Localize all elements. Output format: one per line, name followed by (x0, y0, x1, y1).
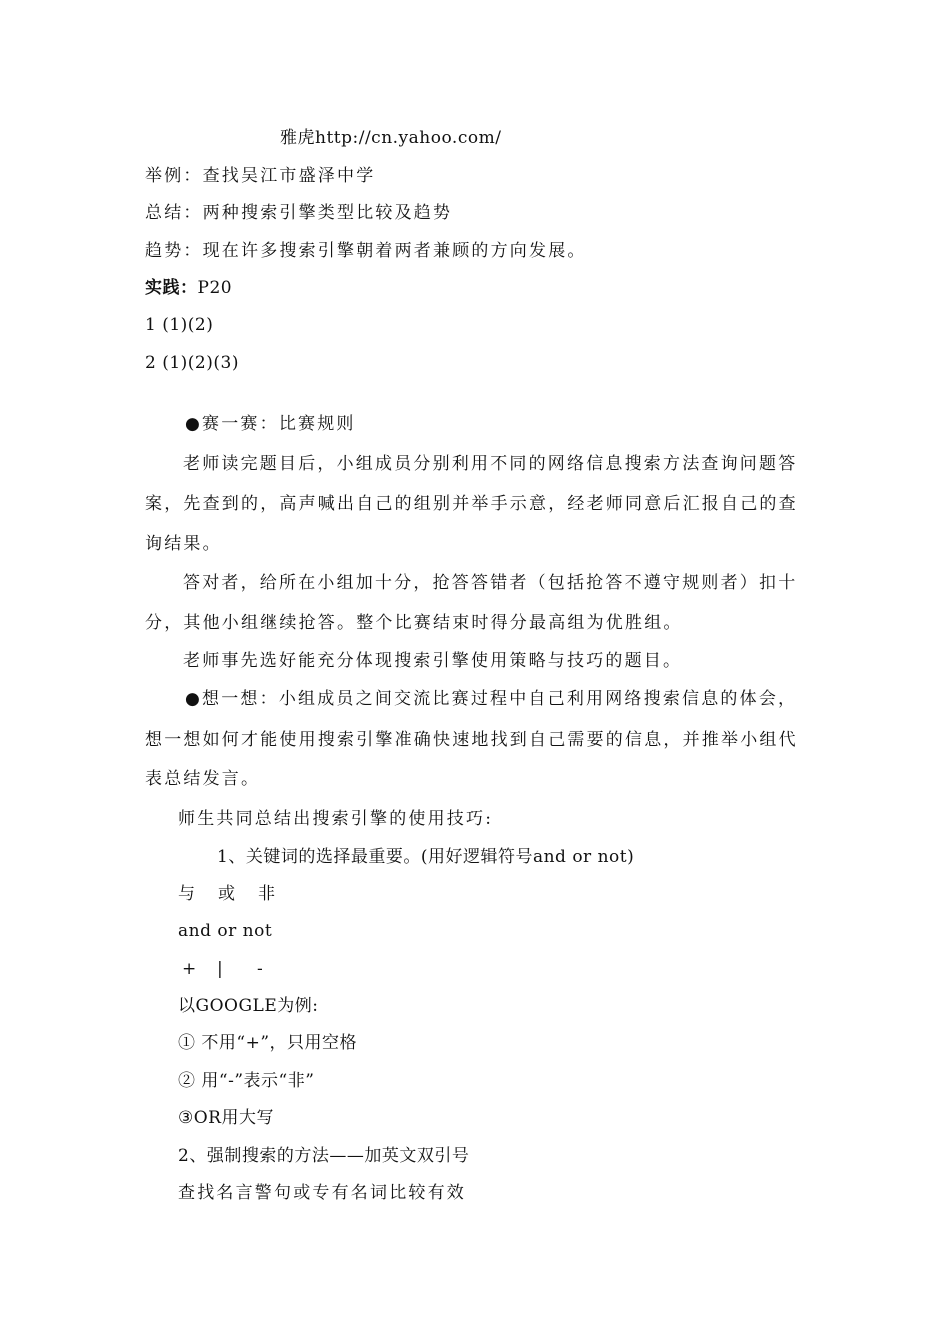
exercise-1: 1 (1)(2) (145, 315, 214, 335)
logic-cn-row (178, 883, 276, 905)
example-line: 举例：查找吴江市盛泽中学 (145, 166, 376, 186)
think-line-1: ●想一想：小组成员之间交流比赛过程中自己利用网络搜索信息的体会， (185, 689, 798, 709)
think-line-2: 想一想如何才能使用搜索引擎准确快速地找到自己需要的信息，并推举小组代 (145, 730, 798, 750)
yahoo-url-line: 雅虎http://cn.yahoo.com/ (280, 128, 502, 148)
tip-2: 2、强制搜索的方法——加英文双引号 (178, 1146, 470, 1166)
google-rule-3: ③OR用大写 (178, 1108, 274, 1128)
contest-para-3: 老师事先选好能充分体现搜索引擎使用策略与技巧的题目。 (183, 651, 683, 671)
practice-label: 实践： (145, 278, 198, 298)
contest-para-1-line-2: 案，先查到的，高声喊出自己的组别并举手示意，经老师同意后汇报自己的查 (145, 494, 798, 514)
logic-cn-and: 与 (178, 884, 196, 904)
google-intro: 以GOOGLE为例: (178, 996, 319, 1016)
summary-line: 总结：两种搜索引擎类型比较及趋势 (145, 203, 453, 223)
tip-1: 1、关键词的选择最重要。(用好逻辑符号and or not) (217, 847, 635, 867)
google-rule-2: ② 用“-”表示“非” (178, 1071, 315, 1091)
contest-para-1-line-3: 询结果。 (145, 534, 222, 554)
google-rule-1: ① 不用“+”，只用空格 (178, 1033, 358, 1053)
exercise-2: 2 (1)(2)(3) (145, 353, 239, 373)
logic-en-row: and or not (178, 921, 273, 941)
logic-sym-plus: + (182, 959, 197, 979)
contest-title: ●赛一赛：比赛规则 (185, 414, 356, 434)
contest-para-1-line-1: 老师读完题目后，小组成员分别利用不同的网络信息搜索方法查询问题答 (183, 454, 798, 474)
logic-sym-pipe: | (217, 959, 224, 979)
logic-cn-not: 非 (258, 884, 276, 904)
tip-2-note: 查找名言警句或专有名词比较有效 (178, 1183, 466, 1203)
think-line-3: 表总结发言。 (145, 769, 261, 789)
contest-para-2-line-1: 答对者，给所在小组加十分，抢答答错者（包括抢答不遵守规则者）扣十 (183, 573, 798, 593)
logic-cn-or: 或 (218, 884, 236, 904)
tips-intro: 师生共同总结出搜索引擎的使用技巧: (178, 809, 494, 829)
trend-line: 趋势：现在许多搜索引擎朝着两者兼顾的方向发展。 (145, 241, 587, 261)
logic-sym-row (182, 958, 263, 980)
practice-line (145, 277, 232, 299)
logic-sym-minus: - (257, 959, 264, 979)
practice-page: P20 (197, 278, 233, 298)
contest-para-2-line-2: 分，其他小组继续抢答。整个比赛结束时得分最高组为优胜组。 (145, 613, 683, 633)
